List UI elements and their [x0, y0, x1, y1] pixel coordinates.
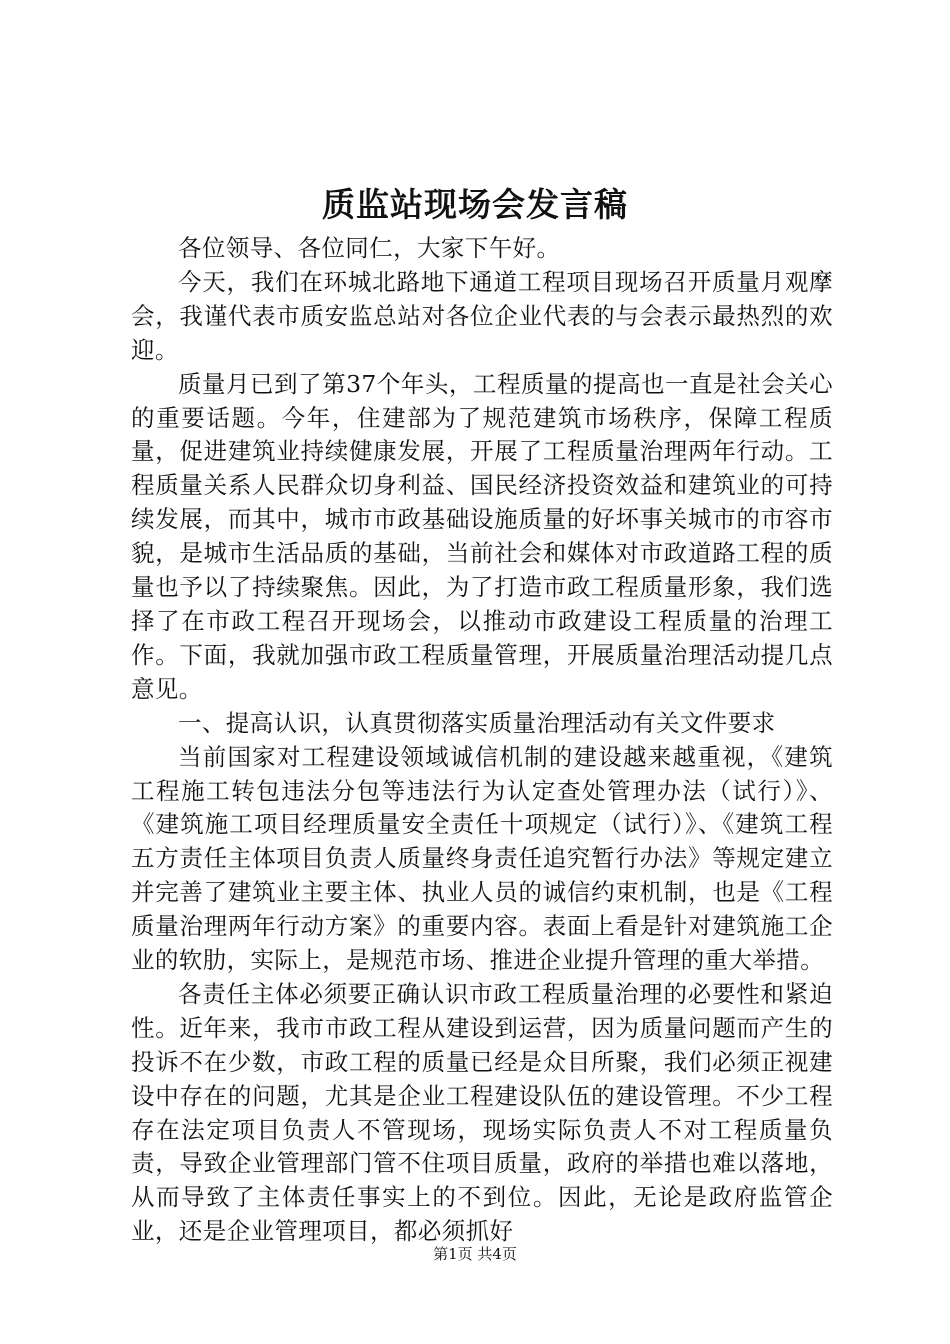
- paragraph-greeting: 各位领导、各位同仁，大家下午好。: [178, 234, 561, 262]
- paragraph-background: 质量月已到了第37个年头，工程质量的提高也一直是社会关心的重要话题。今年，住建部为了规范建筑市场秩序，保障工程质量，促进建筑业持续健康发展，开展了工程质量治理两年行动。工程质量关系人民群众切身利益、国民经济投资效益和建筑业的可持续发展，而其中，城市市政基础设施质量的好坏事关城市的市容市貌，是城市生活品质的基础，当前社会和媒体对市政道路工程的质量也予以了持续聚焦。因此，为了打造市政工程质量形象，我们选择了在市政工程召开现场会，以推动市政建设工程质量的治理工作。下面，我就加强市政工程质量管理，开展质量治理活动提几点意见。: [131, 369, 833, 703]
- document-title: 质监站现场会发言稿: [322, 185, 628, 224]
- page-footer: 第1页 共4页: [433, 1245, 517, 1263]
- section-heading-1: 一、提高认识，认真贯彻落实质量治理活动有关文件要求: [178, 708, 776, 737]
- paragraph-welcome: 今天，我们在环城北路地下通道工程项目现场召开质量月观摩会，我谨代表市质安监总站对各位企业代表的与会表示最热烈的欢迎。: [131, 267, 833, 364]
- paragraph-regulations: 当前国家对工程建设领域诚信机制的建设越来越重视，《建筑工程施工转包违法分包等违法行为认定查处管理办法（试行）》、《建筑施工项目经理质量安全责任十项规定（试行）》、《建筑工程五方责任主体项目负责人质量终身责任追究暂行办法》等规定建立并完善了建筑业主要主体、执业人员的诚信约束机制，也是《工程质量治理两年行动方案》的重要内容。表面上看是针对建筑施工企业的软肋，实际上，是规范市场、推进企业提升管理的重大举措。: [131, 742, 833, 975]
- paragraph-responsibility: 各责任主体必须要正确认识市政工程质量治理的必要性和紧迫性。近年来，我市市政工程从建设到运营，因为质量问题而产生的投诉不在少数，市政工程的质量已经是众目所聚，我们必须正视建设中存在的问题，尤其是企业工程建设队伍的建设管理。不少工程存在法定项目负责人不管现场，现场实际负责人不对工程质量负责，导致企业管理部门管不住项目质量，政府的举措也难以落地，从而导致了主体责任事实上的不到位。因此，无论是政府监管企业，还是企业管理项目，都必须抓好: [131, 979, 833, 1246]
- document-body: [131, 232, 833, 1249]
